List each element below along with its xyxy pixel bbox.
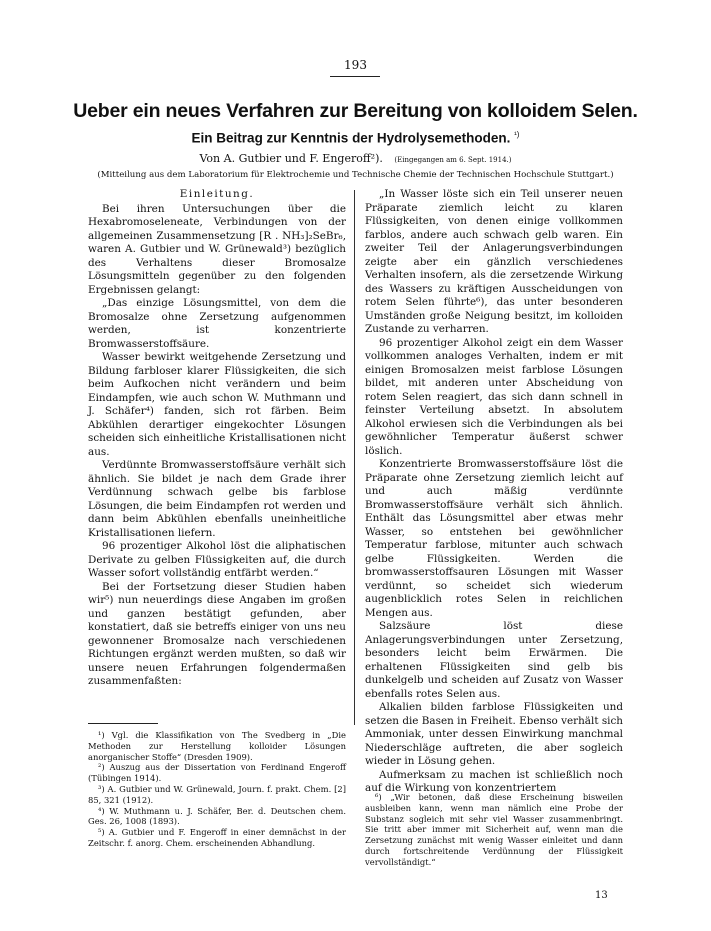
- sheet-number: 13: [595, 890, 608, 901]
- left-paragraph-4: Verdünnte Bromwasserstoffsäure verhält sich ähnlich. Sie bildet je nach dem Grade ihrer Verdünnung schwach gelbe bis farblose Lösungen, die beim Eindampfen rot werden und dann beim Abkühlen ebenfalls uneinheitliche Kristallisationen liefern.: [88, 459, 346, 539]
- left-paragraph-2: „Das einzige Lösungsmittel, von dem die Bromosalze ohne Zersetzung aufgenommen werden, ist konzentrierte Bromwasserstoffsäure.: [88, 297, 346, 350]
- column-divider: [354, 190, 355, 725]
- footnotes-right: [365, 792, 623, 868]
- footnote-1: ¹) Vgl. die Klassifikation von The Svedberg in „Die Methoden zur Herstellung kolloider Lösungen anorganischer Stoffe“ (Dresden 1909).: [88, 730, 346, 762]
- article-subtitle: [0, 130, 711, 146]
- footnote-5: ⁵) A. Gutbier und F. Engeroff in einer demnächst in der Zeitschr. f. anorg. Chem. erscheinenden Abhandlung.: [88, 827, 346, 848]
- footnotes-left: [88, 730, 346, 849]
- page-number-rule: [330, 76, 380, 77]
- affiliation: (Mitteilung aus dem Laboratorium für Elektrochemie und Technische Chemie der Technischen Hochschule Stuttgart.): [97, 170, 614, 180]
- article-title: Ueber ein neues Verfahren zur Bereitung von kolloidem Selen.: [73, 100, 638, 122]
- left-paragraph-5: 96 prozentiger Alkohol löst die aliphatischen Derivate zu gelben Flüssigkeiten auf, die durch Wasser sofort vollständig entfärbt werden.“: [88, 540, 346, 579]
- footnote-rule: [88, 723, 158, 724]
- left-paragraph-1: Bei ihren Untersuchungen über die Hexabromoseleneate, Verbindungen von der allgemeinen Zusammensetzung [R . NH₃]₂SeBr₆, waren A. Gutbier und W. Grünewald³) bezüglich des Verhaltens dieser Bromosalze Lösungsmitteln gegenüber zu den folgenden Ergebnissen gelangt:: [88, 202, 346, 296]
- subtitle-footnote-mark: ¹): [514, 130, 520, 139]
- right-paragraph-4: Salzsäure löst diese Anlagerungsverbindungen unter Zersetzung, besonders leicht beim Erwärmen. Die erhaltenen Flüssigkeiten sind gelb bis dunkelgelb und scheiden auf Zusatz von Wasser ebenfalls rotes Selen aus.: [365, 620, 623, 700]
- section-heading: Einleitung.: [179, 188, 255, 200]
- subtitle-text: Ein Beitrag zur Kenntnis der Hydrolysemethoden.: [191, 130, 511, 146]
- left-paragraph-3: Wasser bewirkt weitgehende Zersetzung und Bildung farbloser klarer Flüssigkeiten, die sich beim Aufkochen nicht verändern und beim Eindampfen, wie auch schon W. Muthmann und J. Schäfer⁴) fanden, sich rot färben. Beim Abkühlen derartiger eingekochter Lösungen scheiden sich einheitliche Kristallisationen nicht aus.: [88, 351, 346, 458]
- right-column: [365, 188, 623, 796]
- page-number: 193: [344, 58, 367, 72]
- footnote-4: ⁴) W. Muthmann u. J. Schäfer, Ber. d. Deutschen chem. Ges. 26, 1008 (1893).: [88, 805, 346, 827]
- right-paragraph-2: 96 prozentiger Alkohol zeigt ein dem Wasser vollkommen analoges Verhalten, indem er mit einigen Bromosalzen meist farblose Lösungen bildet, mit anderen unter Abscheidung von rotem Selen reagiert, das sich dann schnell in feinster Verteilung absetzt. In absolutem Alkohol erwiesen sich die Verbindungen als bei gewöhnlicher Temperatur äußerst schwer löslich.: [365, 336, 623, 457]
- right-paragraph-5: Alkalien bilden farblose Flüssigkeiten und setzen die Basen in Freiheit. Ebenso verhält sich Ammoniak, unter dessen Einwirkung manchmal Niederschläge auftreten, die aber sogleich wieder in Lösung gehen.: [365, 701, 623, 767]
- received-date: (Eingegangen am 6. Sept. 1914.): [394, 156, 512, 164]
- authors: Von A. Gutbier und F. Engeroff²).: [199, 152, 383, 165]
- right-paragraph-6: Aufmerksam zu machen ist schließlich noch auf die Wirkung von konzentriertem: [365, 768, 623, 794]
- author-line: [0, 152, 711, 165]
- left-paragraph-6: Bei der Fortsetzung dieser Studien haben wir⁵) nun neuerdings diese Angaben im großen und ganzen bestätigt gefunden, aber konstatiert, daß sie betreffs einiger von uns neu gewonnener Bromosalze nach verschiedenen Richtungen ergänzt werden mußten, so daß wir unsere neuen Erfahrungen folgendermaßen zusammenfaßten:: [88, 580, 346, 687]
- left-column: [88, 188, 346, 689]
- footnote-3: ³) A. Gutbier und W. Grünewald, Journ. f. prakt. Chem. [2] 85, 321 (1912).: [88, 783, 346, 805]
- right-paragraph-1: „In Wasser löste sich ein Teil unserer neuen Präparate ziemlich leicht zu klaren Flüssigkeiten, von denen einige vollkommen farblos, andere auch schwach gelb waren. Ein zweiter Teil der Anlagerungsverbindungen zeigte aber ein gänzlich verschiedenes Verhalten insofern, als die zersetzende Wirkung des Wassers zu kräftigen Ausscheidungen von rotem Selen führte⁶), das unter besonderen Umständen große Neigung besitzt, im kolloiden Zustande zu verharren.: [365, 188, 623, 335]
- footnote-2: ²) Auszug aus der Dissertation von Ferdinand Engeroff (Tübingen 1914).: [88, 762, 346, 784]
- right-paragraph-3: Konzentrierte Bromwasserstoffsäure löst die Präparate ohne Zersetzung ziemlich leicht auf und auch mäßig verdünnte Bromwasserstoffsäure verhält sich ähnlich. Enthält das Lösungsmittel aber etwas mehr Wasser, so entstehen bei gewöhnlicher Temperatur farblose, mitunter auch schwach gelbe Flüssigkeiten. Werden die bromwasserstoffsauren Lösungen mit Wasser verdünnt, so scheidet sich wiederum augenblicklich rotes Selen in reichlichen Mengen aus.: [365, 458, 623, 619]
- footnote-6: ⁶) „Wir betonen, daß diese Erscheinung bisweilen ausbleiben kann, wenn man nämlich eine Probe der Substanz sogleich mit sehr viel Wasser zusammenbringt. Sie tritt aber immer mit Sicherheit auf, wenn man die Zersetzung zunächst mit wenig Wasser einleitet und dann durch fortschreitende Verdünnung der Flüssigkeit vervollständigt.“: [365, 792, 623, 867]
